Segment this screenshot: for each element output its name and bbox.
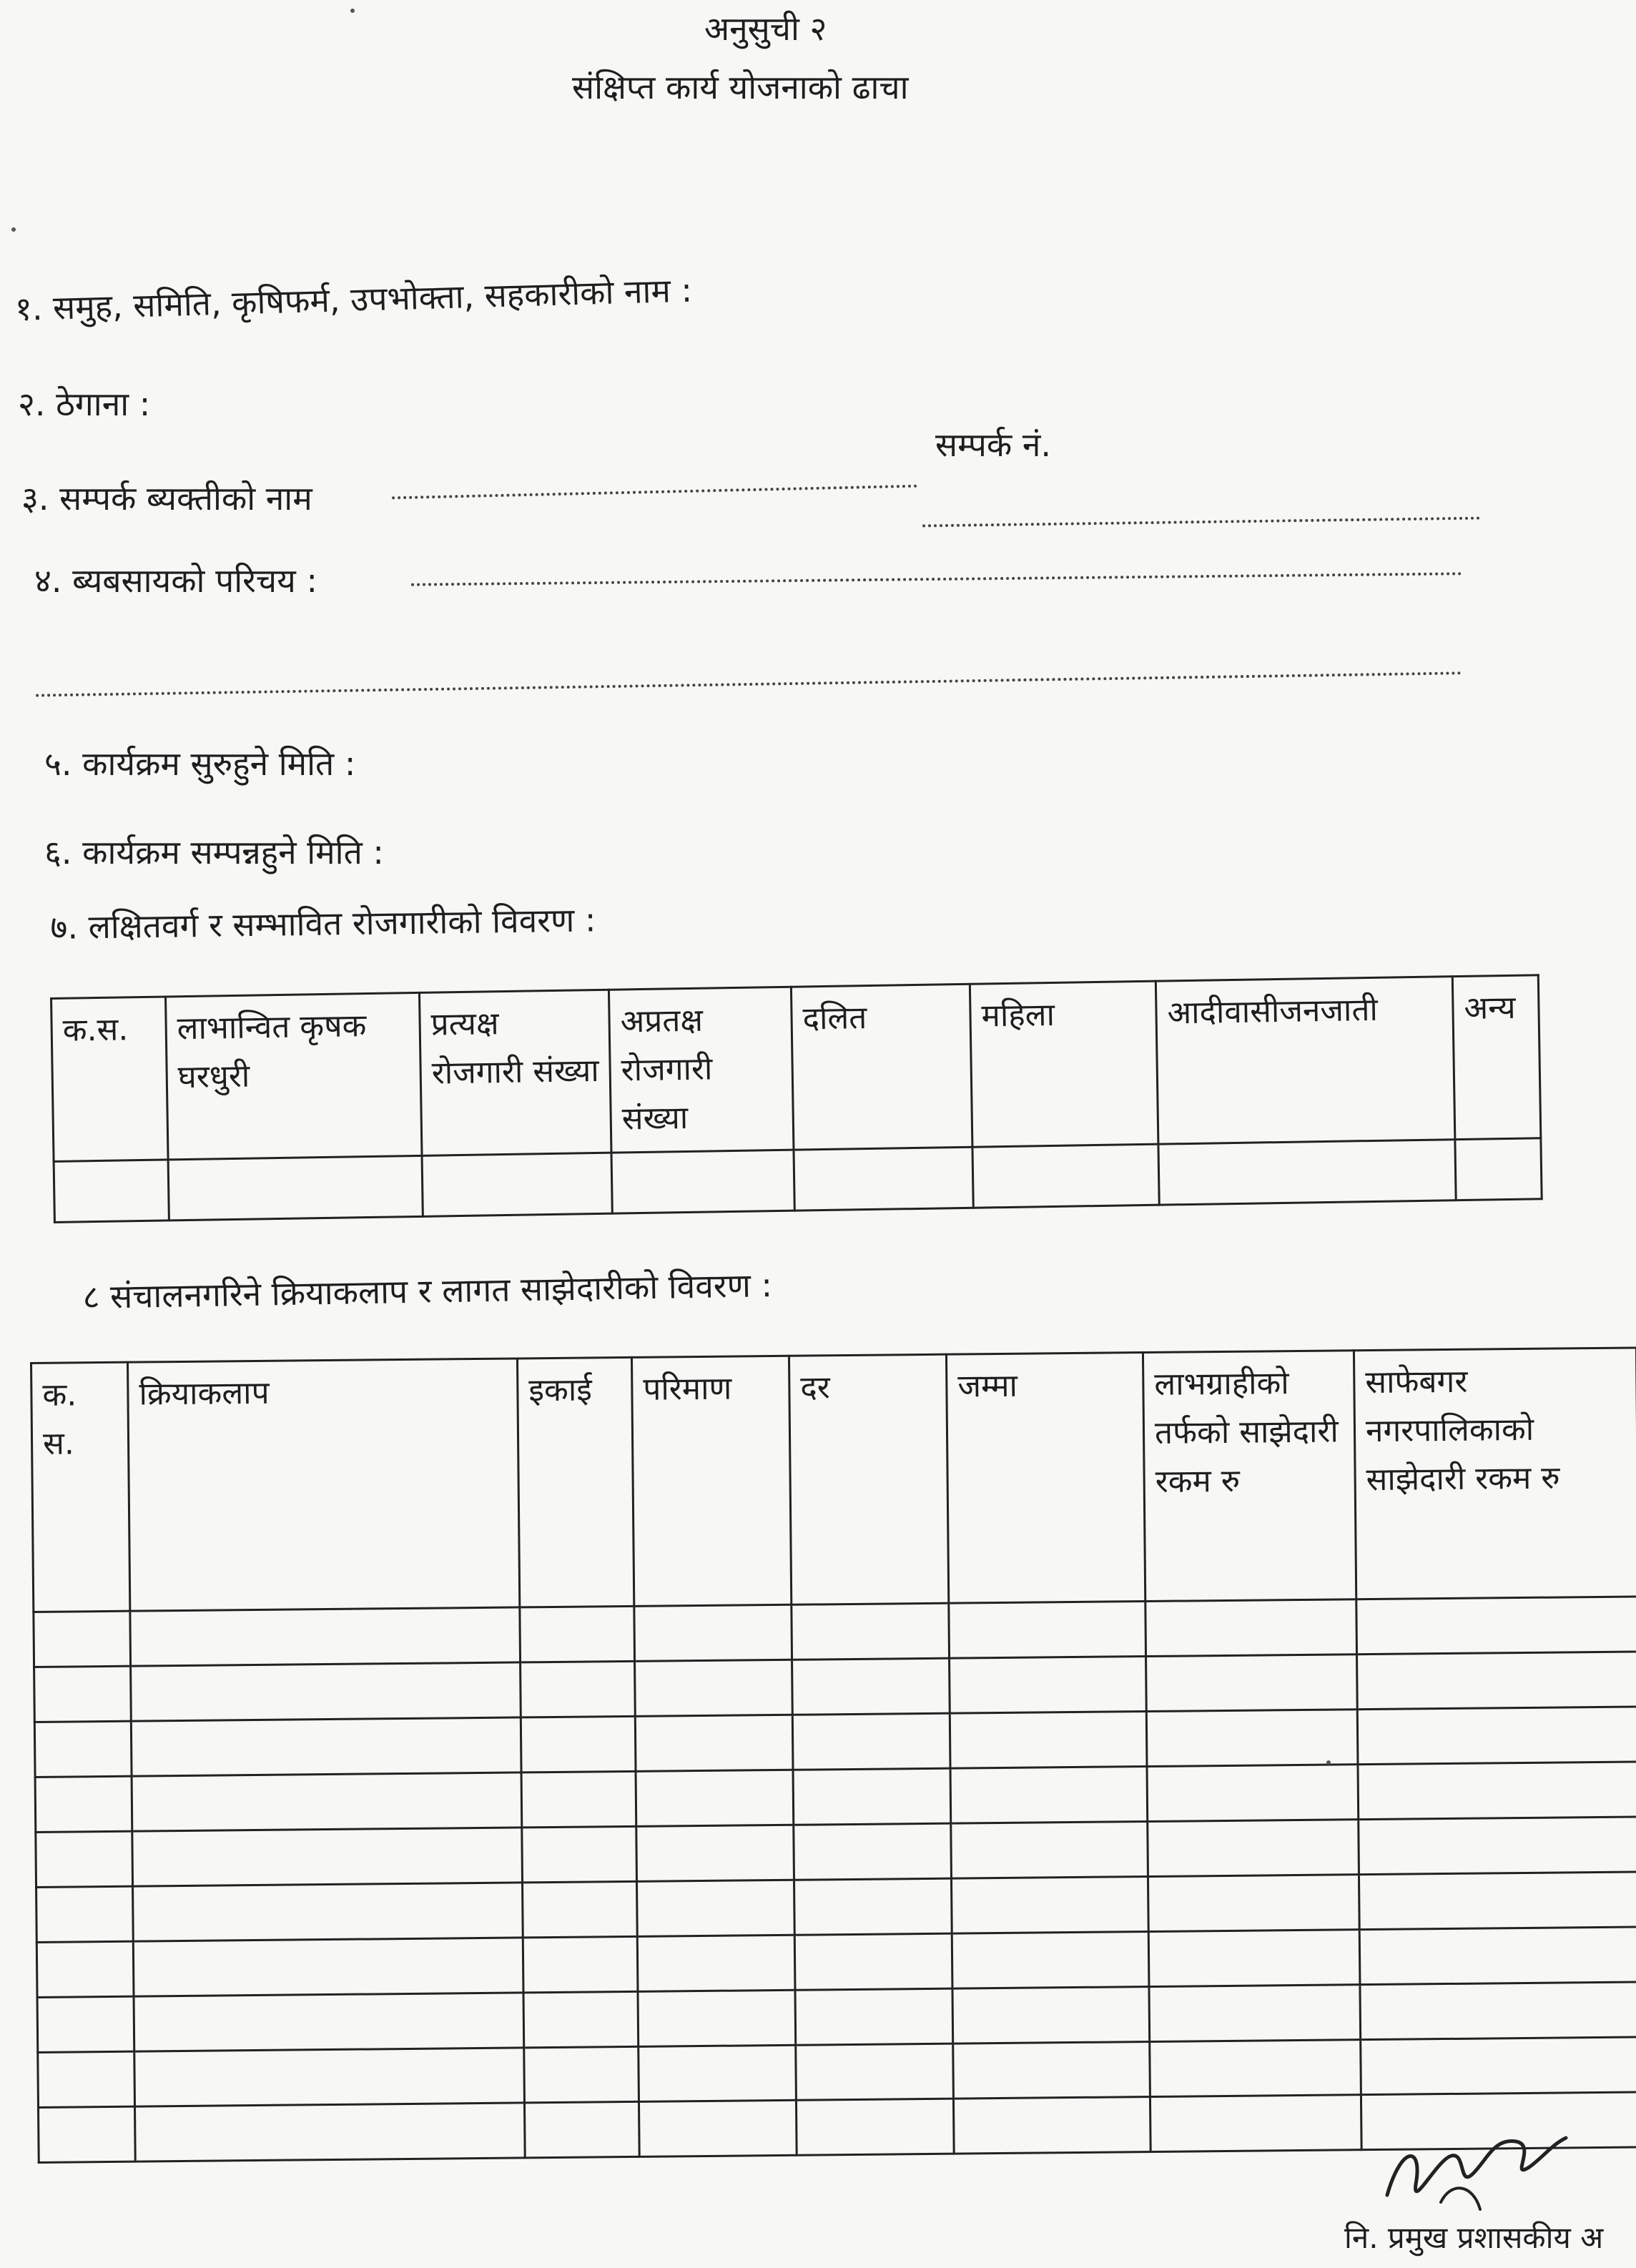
col-quantity: परिमाण [631, 1356, 791, 1606]
table-header-row [31, 1348, 1636, 1612]
table-cell[interactable] [637, 1935, 795, 1991]
table-cell[interactable] [54, 1159, 169, 1222]
col-serial: क.स. [51, 997, 169, 1161]
table-cell[interactable] [132, 1773, 522, 1831]
table-cell[interactable] [1158, 1139, 1456, 1205]
field-group-name: १. समुह, समिति, कृषिफर्म, उपभोक्ता, सहकारीको नाम : [14, 270, 693, 328]
field-contact-person [21, 475, 312, 520]
table-cell[interactable] [135, 2103, 526, 2161]
col-activity: क्रियाकलाप [128, 1359, 520, 1611]
col-direct-employment: प्रत्यक्ष रोजगारी संख्या [419, 990, 611, 1155]
form-subtitle: संक्षिप्त कार्य योजनाको ढाचा [572, 68, 909, 107]
table-cell[interactable] [634, 1604, 792, 1661]
table-cell[interactable] [951, 1822, 1148, 1879]
table-cell[interactable] [36, 1886, 134, 1942]
table-cell[interactable] [950, 1767, 1148, 1824]
table-cell[interactable] [134, 1993, 524, 2051]
table-cell[interactable] [168, 1155, 423, 1221]
table-cell[interactable] [1356, 1597, 1636, 1655]
table-cell[interactable] [794, 1933, 952, 1990]
table-cell[interactable] [36, 1941, 134, 1997]
table-cell[interactable] [1148, 1930, 1360, 1987]
table-cell[interactable] [131, 1717, 521, 1776]
table-cell[interactable] [1146, 1655, 1358, 1712]
table-cell[interactable] [953, 2042, 1150, 2099]
col-benefited-households: लाभान्वित कृषक घरधुरी [166, 992, 423, 1159]
table-cell[interactable] [794, 1147, 973, 1211]
table-cell[interactable] [1358, 1762, 1636, 1820]
col-total: जम्मा [946, 1353, 1145, 1604]
table-cell[interactable] [1357, 1652, 1636, 1710]
field-address: २. ठेगाना : [18, 385, 151, 423]
table-cell[interactable] [133, 1938, 523, 1996]
col-other: अन्य [1452, 975, 1541, 1139]
scan-speck [11, 227, 16, 232]
table-cell[interactable] [635, 1660, 793, 1716]
table-cell[interactable] [1148, 1820, 1359, 1877]
table-cell[interactable] [1149, 1985, 1361, 2042]
table-cell[interactable] [792, 1603, 950, 1660]
table-cell[interactable] [951, 1877, 1148, 1934]
table-cell[interactable] [133, 1883, 523, 1941]
handwritten-signature [1373, 2116, 1587, 2224]
scan-speck [350, 9, 355, 13]
field-business-intro: ४. ब्यबसायको परिचय : [34, 561, 317, 600]
table-cell[interactable] [1359, 1927, 1636, 1985]
table-cell[interactable] [636, 1770, 794, 1826]
table-cell[interactable] [422, 1153, 612, 1216]
table-cell[interactable] [953, 2097, 1150, 2154]
col-municipality-share: साफेबगर नगरपालिकाको साझेदारी रकम रु [1354, 1348, 1636, 1599]
table-cell[interactable] [34, 1611, 131, 1667]
table-cell[interactable] [1455, 1138, 1542, 1200]
table-cell[interactable] [132, 1828, 523, 1886]
col-serial: क. स. [31, 1362, 130, 1612]
section7-title: ७. लक्षितवर्ग र सम्भावित रोजगारीको विवरण : [50, 900, 596, 947]
table-cell[interactable] [130, 1607, 521, 1666]
table-cell[interactable] [1357, 1707, 1636, 1765]
table-cell[interactable] [521, 1771, 636, 1828]
scan-speck [1326, 1760, 1331, 1765]
table-cell[interactable] [639, 2100, 797, 2156]
annex-title: अनुसुची २ [704, 9, 827, 48]
section8-title: ८ संचालनगरिने क्रियाकलाप र लागत साझेदारीको विवरण : [82, 1266, 773, 1316]
table-cell[interactable] [1361, 2037, 1636, 2095]
table-cell[interactable] [950, 1657, 1147, 1714]
table-cell[interactable] [638, 1990, 796, 2046]
field-end-date: ६. कार्यक्रम सम्पन्नहुने मिति : [44, 833, 384, 872]
table-cell[interactable] [1359, 1817, 1636, 1875]
table-cell[interactable] [637, 1880, 795, 1936]
table-cell[interactable] [639, 2045, 797, 2101]
table-cell[interactable] [950, 1712, 1147, 1769]
table-cell[interactable] [1147, 1765, 1359, 1822]
table-cell[interactable] [796, 2043, 954, 2100]
table-cell[interactable] [36, 1831, 133, 1887]
table-cell[interactable] [1145, 1599, 1357, 1657]
table-cell[interactable] [1146, 1710, 1358, 1767]
table-cell[interactable] [520, 1606, 635, 1662]
table-cell[interactable] [134, 2048, 525, 2106]
field-contact-person-label: ३. सम्पर्क ब्यक्तीको नाम [21, 479, 312, 518]
table-cell[interactable] [1150, 2040, 1361, 2097]
table-cell[interactable] [794, 1823, 952, 1880]
business-intro-dotline-2 [36, 671, 1462, 696]
field-start-date: ५. कार्यक्रम सुरुहुने मिति : [44, 744, 356, 783]
col-dalit: दलित [791, 984, 972, 1149]
table-cell[interactable] [521, 1716, 636, 1773]
col-indirect-employment: अप्रतक्ष रोजगारी संख्या [608, 987, 794, 1153]
beneficiary-table [50, 974, 1543, 1223]
table-cell[interactable] [523, 1936, 638, 1993]
table-cell[interactable] [636, 1825, 794, 1881]
col-beneficiary-share: लाभग्राहीको तर्फको साझेदारी रकम रु [1143, 1351, 1356, 1602]
signature-block [1330, 2116, 1636, 2268]
col-indigenous: आदीवासीजनजाती [1155, 977, 1455, 1144]
table-cell[interactable] [523, 1881, 638, 1938]
table-header-row [51, 975, 1541, 1161]
col-women: महिला [970, 981, 1158, 1147]
business-intro-dotline-1 [411, 572, 1462, 586]
table-cell[interactable] [972, 1144, 1159, 1208]
col-unit: इकाई [517, 1357, 634, 1607]
activity-cost-table [30, 1346, 1636, 2164]
table-cell[interactable] [524, 2101, 639, 2158]
contact-person-dotline [392, 485, 917, 500]
table-cell[interactable] [522, 1826, 637, 1883]
table-cell[interactable] [795, 1988, 953, 2045]
table-cell[interactable] [38, 2051, 135, 2107]
contact-number-dotline [922, 517, 1480, 528]
table-cell[interactable] [611, 1150, 794, 1213]
table-cell[interactable] [1148, 1875, 1359, 1932]
table-cell[interactable] [1360, 1982, 1636, 2040]
table-cell[interactable] [37, 1996, 134, 2052]
field-contact-number: सम्पर्क नं. [935, 425, 1052, 464]
table-cell[interactable] [35, 1776, 132, 1832]
table-cell[interactable] [949, 1602, 1146, 1659]
table-cell[interactable] [794, 1878, 952, 1935]
table-cell[interactable] [952, 1987, 1150, 2044]
table-cell[interactable] [792, 1713, 950, 1770]
col-rate: दर [789, 1354, 948, 1604]
table-cell[interactable] [1359, 1872, 1636, 1930]
table-cell[interactable] [34, 1721, 132, 1777]
table-cell[interactable] [523, 1991, 639, 2048]
signature-caption: नि. प्रमुख प्रशासकीय अ [1344, 2220, 1604, 2255]
table-cell[interactable] [792, 1658, 950, 1715]
table-cell[interactable] [952, 1932, 1149, 1989]
table-cell[interactable] [793, 1768, 951, 1825]
table-cell[interactable] [34, 1666, 132, 1722]
table-cell[interactable] [131, 1662, 521, 1721]
table-cell[interactable] [635, 1715, 793, 1771]
table-cell[interactable] [521, 1661, 636, 1717]
table-cell[interactable] [524, 2046, 639, 2103]
table-cell[interactable] [796, 2099, 954, 2155]
table-cell[interactable] [39, 2106, 136, 2162]
